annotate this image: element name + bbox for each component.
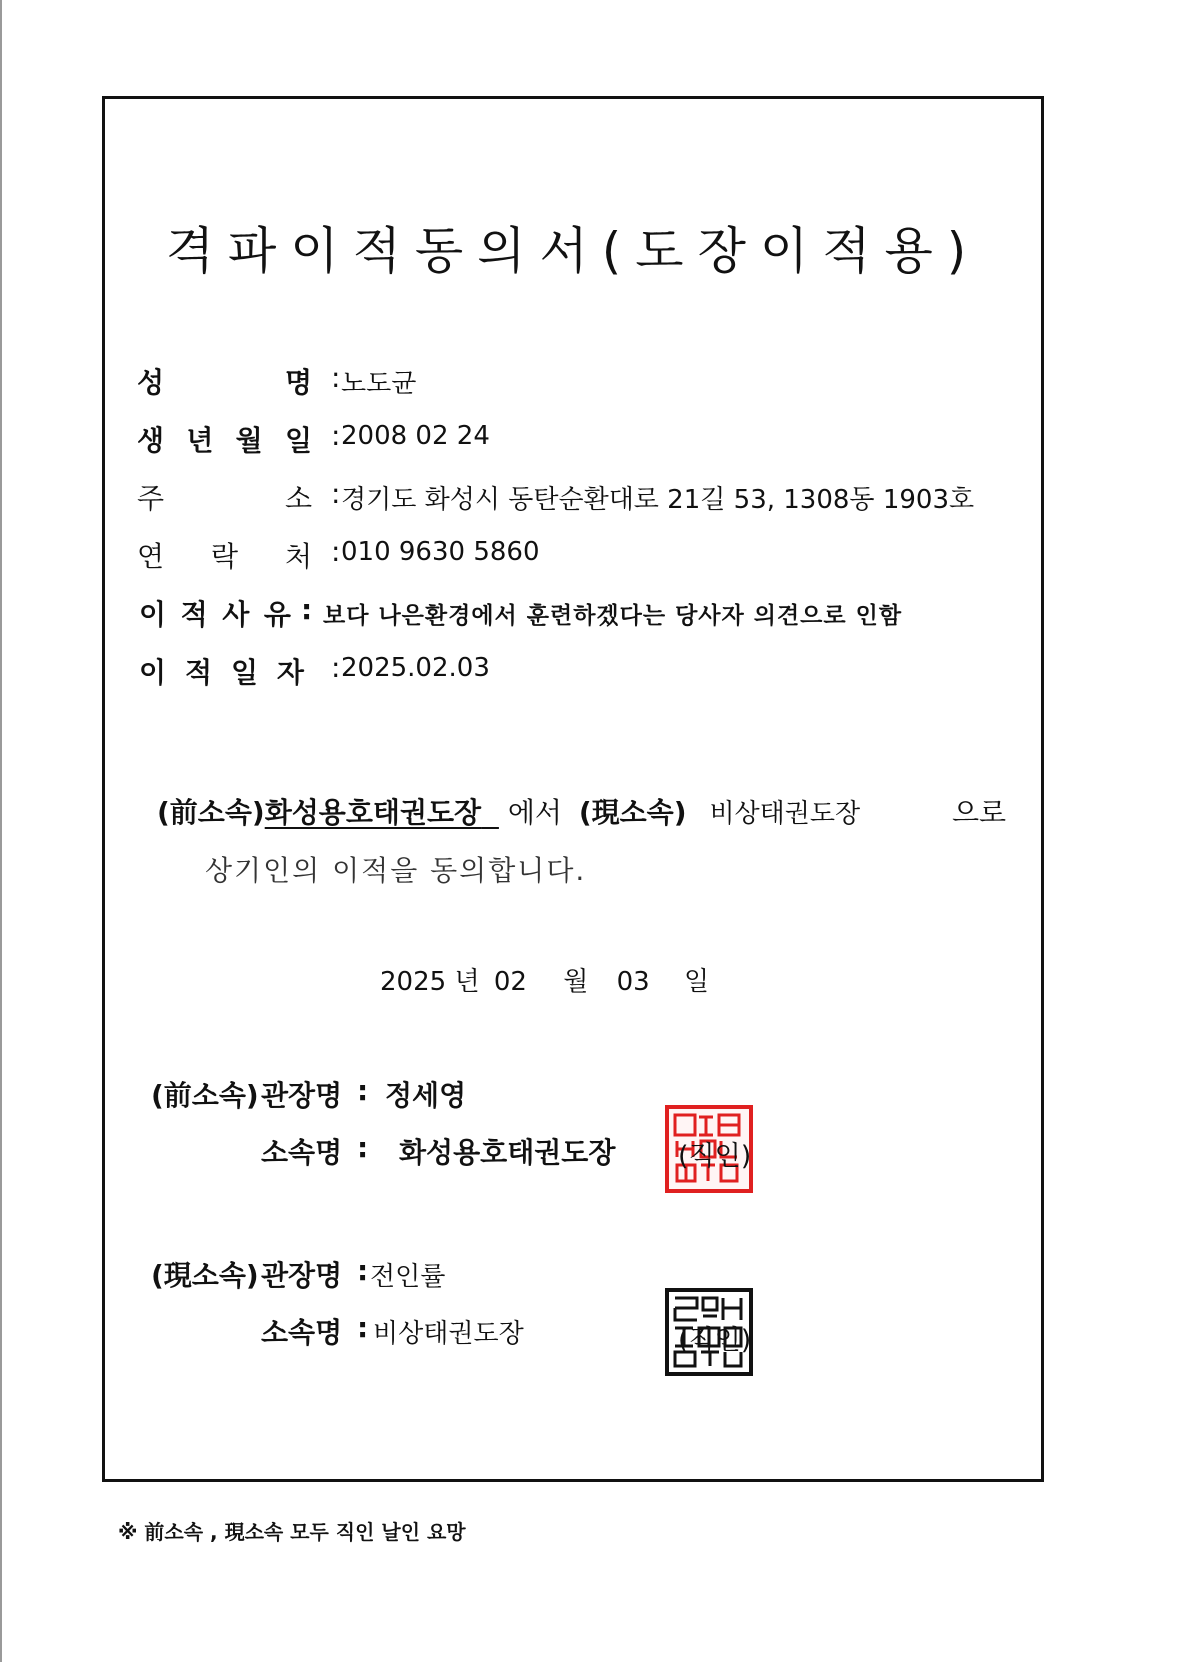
field-birthdate-value: 2008 02 24 <box>341 421 490 451</box>
curr-affiliation-name: 비상태권도장 <box>373 1319 524 1349</box>
field-colon: : <box>301 593 313 626</box>
field-colon: : <box>331 419 341 452</box>
date-month-unit: 월 <box>563 967 589 997</box>
document-title: 격파이적동의서(도장이적용) <box>165 222 981 280</box>
date-month: 02 <box>493 967 527 997</box>
label-char: 사 <box>222 598 250 631</box>
label-char: 월 <box>235 424 263 457</box>
label-chars <box>137 477 312 517</box>
curr-master-name: 전인률 <box>370 1262 446 1292</box>
label-char: 연 <box>137 540 165 573</box>
field-transfer-date-value: 2025.02.03 <box>341 653 490 683</box>
label-char: 이 <box>139 598 167 631</box>
underline-space <box>481 796 499 829</box>
field-address-value: 경기도 화성시 동탄순환대로 21길 53, 1308동 1903호 <box>341 485 975 515</box>
field-colon: : <box>331 477 341 510</box>
field-reason-value: 보다 나은환경에서 훈련하겠다는 당사자 의견으로 인함 <box>323 603 903 629</box>
date-year-unit: 년 <box>454 967 480 997</box>
field-name-value: 노도균 <box>341 369 417 399</box>
label-char: 락 <box>210 540 239 573</box>
label-chars <box>137 419 312 459</box>
prev-master-label: 관장명 <box>261 1079 343 1112</box>
date-day-unit: 일 <box>683 967 710 997</box>
to-word: 으로 <box>952 796 1007 829</box>
label-char: 적 <box>180 598 208 631</box>
curr-affiliation-label: 소속명 <box>261 1316 343 1349</box>
field-colon: : <box>331 651 341 684</box>
label-char: 이 <box>139 656 167 689</box>
transfer-statement <box>157 791 860 831</box>
prev-affiliation-label: (前소속) <box>157 796 265 829</box>
field-reason-label <box>139 593 291 633</box>
from-word: 에서 <box>507 796 562 829</box>
label-chars <box>137 535 312 575</box>
curr-dojang-name: 비상태권도장 <box>709 799 861 829</box>
field-birthdate-label <box>137 419 312 459</box>
field-colon: : <box>331 535 341 568</box>
field-address-label <box>137 477 312 517</box>
label-char: 소 <box>284 482 312 515</box>
curr-affiliation-label: (現소속) <box>578 796 687 829</box>
footnote: ※ 前소속 , 現소속 모두 직인 날인 요망 <box>118 1520 466 1544</box>
prev-dojang-name: 화성용호태권도장 <box>264 796 482 829</box>
prev-master-name: 정세영 <box>385 1079 467 1112</box>
label-char: 유 <box>263 598 291 631</box>
page-edge-line <box>0 0 2 1662</box>
prev-master-colon: : <box>357 1074 369 1107</box>
label-char: 자 <box>276 656 304 689</box>
field-name-label <box>137 361 312 401</box>
document-frame <box>102 96 1044 1482</box>
label-char: 성 <box>137 366 165 399</box>
date-year: 2025 <box>380 967 447 997</box>
label-char: 생 <box>137 424 165 457</box>
curr-seal-text: (직인) <box>678 1325 752 1356</box>
label-char: 처 <box>284 540 312 573</box>
prev-affiliation-name: 화성용호태권도장 <box>399 1136 616 1169</box>
field-colon: : <box>331 361 341 394</box>
field-contact-value: 010 9630 5860 <box>341 537 540 567</box>
label-chars <box>139 593 291 633</box>
date-day: 03 <box>616 967 650 997</box>
prev-affiliation-label: 소속명 <box>261 1136 343 1169</box>
field-transfer-date-label <box>139 651 304 691</box>
label-char: 일 <box>230 656 258 689</box>
label-chars <box>137 361 312 401</box>
label-char: 일 <box>284 424 312 457</box>
field-contact-label <box>137 535 312 575</box>
prev-seal-text: (직인) <box>678 1141 752 1172</box>
signing-date <box>380 961 709 998</box>
prev-affiliation-colon: : <box>357 1131 369 1164</box>
curr-master-colon: : <box>357 1254 369 1287</box>
curr-master-label: 관장명 <box>261 1259 343 1292</box>
label-char: 주 <box>137 482 165 515</box>
label-chars <box>139 651 304 691</box>
consent-statement: 상기인의 이적을 동의합니다. <box>205 854 587 887</box>
curr-affiliation-colon: : <box>357 1311 369 1344</box>
label-char: 명 <box>284 366 312 399</box>
label-char: 적 <box>184 656 213 689</box>
prev-section-label: (前소속) <box>151 1079 259 1112</box>
label-char: 년 <box>186 424 214 457</box>
curr-section-label: (現소속) <box>151 1259 259 1292</box>
